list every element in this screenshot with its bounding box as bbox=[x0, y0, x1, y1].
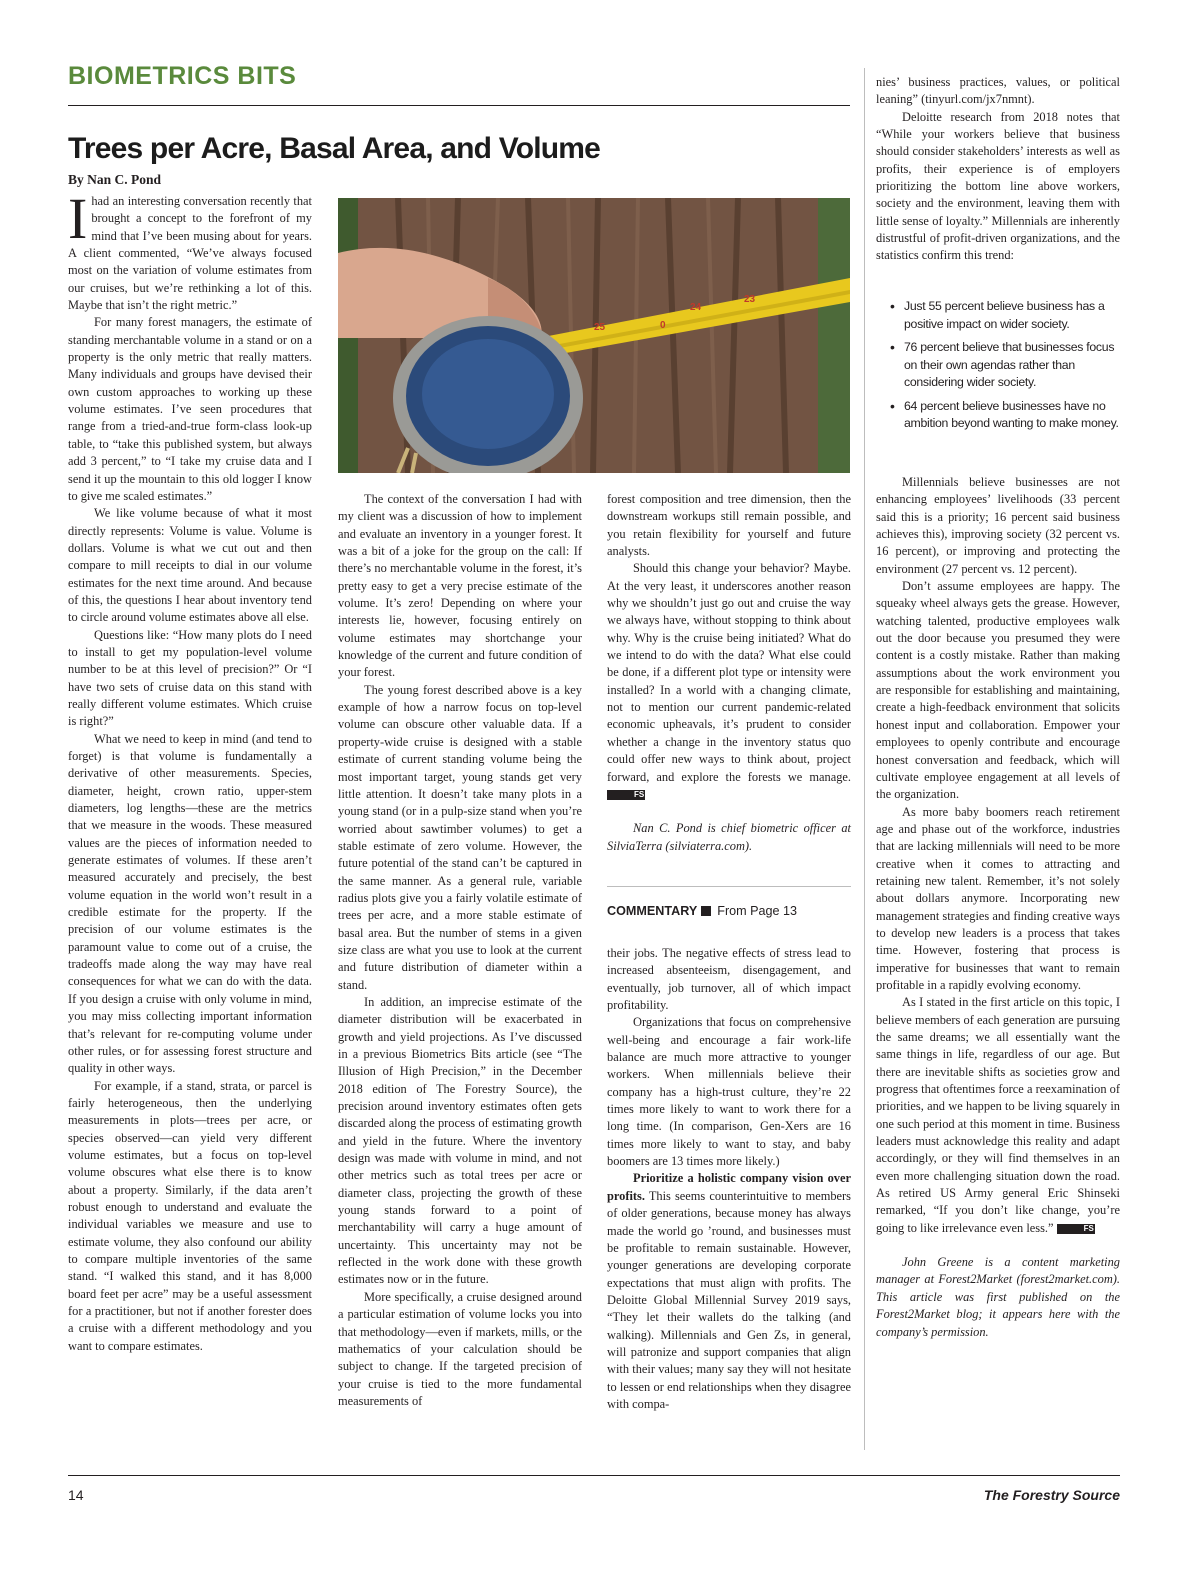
paragraph: Deloitte research from 2018 notes that “While your workers believe that business should consider stakeholders’ interests as well as profits, their experience is of employers prioritizing the bottom line above workers, society and the environment, leaving them with little sense of loyalty.” Millennials are inherently distrustful of profit-driven organizations, and the statistics confirm this trend: bbox=[876, 109, 1120, 263]
article-column-3 bbox=[607, 491, 851, 855]
commentary-column-4-bottom bbox=[876, 474, 1120, 1341]
commentary-column-3 bbox=[607, 945, 851, 1413]
list-item: • Just 55 percent believe business has a positive impact on wider society. bbox=[884, 298, 1120, 333]
paragraph: Millennials believe businesses are not enhancing employees’ livelihoods (33 percent said this is a priority; 16 percent said business achieves this), improving society (32 percent vs. 16 percent), or improving and protecting the environment (27 percent vs. 12 percent). bbox=[876, 475, 1120, 576]
list-item: • 64 percent believe businesses have no ambition beyond wanting to make money. bbox=[884, 398, 1120, 433]
paragraph: As I stated in the first article on this topic, I believe members of each generation are pursuing the same dreams; we all essentially want the same things in life, regardless of our age. But there are inevitable shifts as societies grow and progress that oftentimes force a reexamination of priorities, and we happen to be living squarely in one such period at this moment in time. Business leaders must acknowledge this reality and adapt accordingly, or they will find themselves in an even more challenging situation down the road. As retired US Army general Eric Shinseki remarked, “If you don’t like change, you’re going to like irrelevance even less.” FS bbox=[876, 995, 1120, 1235]
paragraph: forest composition and tree dimension, then the downstream workups still remain possible, and you retain flexibility for yourself and future analysts. bbox=[607, 492, 851, 559]
page-number: 14 bbox=[68, 1487, 84, 1503]
paragraph: In addition, an imprecise estimate of the diameter distribution will be exacerbated in growth and yield projections. As I’ve discussed in a previous Biometrics Bits article (see “The Illusion of High Precision,” in the December 2018 edition of The Forestry Source), the precision around inventory estimates often gets discarded along the process of estimating growth and yield in the future. Where the inventory design was made with volume in mind, and not other metrics such as total trees per acre or diameter class, projecting the growth of these young stands forward to a point of merchantability will carry a huge amount of uncertainty. This uncertainty may not be reflected in the work done with these growth estimates now or in the future. bbox=[338, 994, 582, 1287]
tape-number-3: 23 bbox=[744, 294, 756, 305]
byline: By Nan C. Pond bbox=[68, 172, 162, 187]
bold-lead: Prioritize a holistic company vision over profits. bbox=[607, 1171, 851, 1203]
tape-number-1: 25 bbox=[594, 322, 606, 333]
column-divider bbox=[864, 68, 865, 1450]
footer-rule bbox=[68, 1475, 1120, 1476]
paragraph: More specifically, a cruise designed around a particular estimation of volume locks you into that methodology—even if markets, mills, or the mathematics of your calculation should be subject to change. If the targeted precision of your cruise is tied to the more fundamental measurements of bbox=[338, 1289, 582, 1408]
article-column-1 bbox=[68, 186, 312, 1355]
paragraph: nies’ business practices, values, or political leaning” (tinyurl.com/jx7nmnt). bbox=[876, 75, 1120, 107]
commentary-column-4-top bbox=[876, 74, 1120, 265]
tree-photo bbox=[338, 198, 850, 473]
commentary-jump-head bbox=[607, 904, 797, 918]
paragraph: Prioritize a holistic company vision over profits. This seems counterintuitive to members of older generations, because money has always made the world go ’round, and businesses must be profitable to remain sustainable. However, younger generations are developing corporate expectations that must align with profits. The Deloitte Global Millennial Survey 2019 says, “They let their wallets do the talking (and walking). Millennials and Gen Zs, in general, will patronize and support companies that align with their values; many say they will not hesitate to lessen or end relationships when they disagree with compa- bbox=[607, 1171, 851, 1411]
author-bio: Nan C. Pond is chief biometric officer at SilviaTerra (silviaterra.com). bbox=[607, 821, 851, 853]
square-icon bbox=[701, 906, 711, 916]
section-heading: BIOMETRICS BITS bbox=[68, 62, 297, 90]
list-item: • 76 percent believe that businesses focus on their own agendas rather than considering wider society. bbox=[884, 339, 1120, 392]
paragraph: Organizations that focus on comprehensive well-being and encourage a fair work-life balance are much more attractive to younger workers. When millennials believe their company has a high-trust culture, they’re 22 times more likely to want to work there for a long time. (In comparison, Gen-Xers are 16 times more likely to want to stay, and baby boomers are 13 times more likely.) bbox=[607, 1015, 851, 1169]
end-mark-icon: FS bbox=[607, 790, 645, 800]
paragraph: We like volume because of what it most directly represents: Volume is value. Volume is dollars. Volume is what we cut out and then compare to mill receipts to dial in our volume estimates for the next time around. And because of this, the questions I hear about inventory tend to circle around volume estimates above all else. bbox=[68, 506, 312, 625]
paragraph: What we need to keep in mind (and tend to forget) is that volume is fundamentally a derivative of other measurements. Species, diameter, height, crown ratio, upper-stem diameters, log lengths—these are the metrics that we measure in the woods. These measured values are the pieces of information needed to generate estimates of volumes. If these aren’t measured accurately and precisely, the best volume equation in the world won’t result in a credible estimate for the property. If the precision of our volume estimates is the paramount value to come out of a cruise, the tradeoffs made along the way may have real consequences for what we can do with the data. If you design a cruise with only volume in mind, you may miss collecting important information that’s relevant for re-computing volume under other rules, or for assessing forest structure and quality in other ways. bbox=[68, 731, 312, 1076]
paragraph: For many forest managers, the estimate of standing merchantable volume in a stand or on a property is the only metric that really matters. Many individuals and groups have devised their own custom approaches to working up these volume estimates. I’ve seen procedures that range from a tried-and-true form-class look-up table, to “take this published system, but always add 3 percent,” to “I take my cruise data and I send it up the mountain to this old logger I know to give me scaled estimates.” bbox=[68, 315, 312, 503]
paragraph: For example, if a stand, strata, or parcel is fairly heterogeneous, then the underlying measurements in plots—trees per acre, or species observed—can yield very different volume estimates, but a focus on top-level volume obscures what else there is to know about a property. Similarly, if the data aren’t robust enough to understand and evaluate the individual variables we measure and use to estimate volume, they also confound our ability to compare multiple inventories of the same stand. “I walked this stand, and it has 8,000 board feet per acre” may be a useful assessment for a practitioner, but not if another forester does a cruise with a different methodology and you want to compare estimates. bbox=[68, 1078, 312, 1353]
paragraph: Don’t assume employees are happy. The squeaky wheel always gets the grease. However, watching talented, productive employees walk out the door because you presumed they were content is a costly mistake. Rather than making assumptions about the work environment you are responsible for establishing and maintaining, create a high-feedback environment that solicits honest input and collaboration. Empower your employees to openly contribute and encourage honest conversation and feedback, which will cultivate employee engagement at all levels of the organization. bbox=[876, 579, 1120, 802]
commentary-label: COMMENTARY bbox=[607, 904, 698, 918]
paragraph: Should this change your behavior? Maybe. At the very least, it underscores another reason why we shouldn’t just go out and cruise the way we always have, without stopping to think about why. Why is the cruise being initiated? What do we intend to do with the data? What else could be done, if a different plot type or intensity were installed? In a world with a changing climate, not to mention our current pandemic-related economic upheavals, it’s prudent to consider whether a change in the inventory status quo could offer new ways to think about, project forward, and explore the forests we manage. FS bbox=[607, 561, 851, 799]
paragraph: The young forest described above is a key example of how a narrow focus on top-level volume can obscure other valuable data. If a property-wide cruise is designed with a stable estimate of current standing volume being the most important target, young stands get very little attention. It doesn’t take many plots in a young stand (or in a pulp-size stand when you’re worried about sawtimber volumes) to get a stable estimate of zero volume. However, the future potential of the stand can’t be captured in the same manner. As a general rule, variable radius plots give you a fairly volatile estimate of trees per acre, and a more stable estimate of basal area. But the number of stems in a given size class are what you use to look at the current and future distribution of diameter within a stand. bbox=[338, 682, 582, 992]
article-title: Trees per Acre, Basal Area, and Volume bbox=[68, 132, 601, 165]
paragraph: As more baby boomers reach retirement age and phase out of the workforce, industries that are lacking millennials will need to be more creative when it comes to attracting and retaining new talent. Remember, it’s not solely about dollars anymore. Incorporating new management strategies and finding creative ways to develop new leaders is a process that takes time. However, fostering that process is imperative for businesses that want to remain profitable in a rapidly evolving economy. bbox=[876, 804, 1120, 992]
statistics-list bbox=[884, 298, 1120, 439]
paragraph: The context of the conversation I had with my client was a discussion of how to implement and evaluate an inventory in a younger forest. It was a bit of a joke for the group on the call: If there’s no merchantable volume in the forest, it’s pretty easy to get a very precise estimate of the volume. It’s zero! Depending on where your interests lie, however, focusing entirely on volume estimates may shortchange your knowledge of the current and future condition of your forest. bbox=[338, 492, 582, 680]
author-bio: John Greene is a content marketing manager at Forest2Market (forest2market.com). This article was first published on the Forest2Market blog; it appears here with the company’s permission. bbox=[876, 1255, 1120, 1339]
tape-number-2: 24 bbox=[690, 302, 702, 313]
from-page: From Page 13 bbox=[717, 904, 798, 918]
paragraph: their jobs. The negative effects of stress lead to increased absenteeism, disengagement, and eventually, job turnover, all of which impact profitability. bbox=[607, 946, 851, 1013]
tape-number-4: 0 bbox=[660, 320, 666, 331]
top-rule bbox=[68, 105, 850, 106]
publication-name: The Forestry Source bbox=[983, 1487, 1120, 1503]
paragraph: Ihad an interesting conversation recently that brought a concept to the forefront of my mind that I’ve been musing about for years. A client commented, “We’ve always focused most on the variation of volume estimates from our cruises, but we’re rethinking a lot of this. Maybe that isn’t the right metric.” bbox=[68, 186, 312, 313]
paragraph: Questions like: “How many plots do I need to install to get my population-level volume number to be at this level of precision?” Or “I have two sets of cruise data on this stand with really different volume estimates. Which cruise is right?” bbox=[68, 627, 312, 729]
article-column-2 bbox=[338, 491, 582, 1410]
end-mark-icon: FS bbox=[1057, 1224, 1095, 1234]
commentary-divider bbox=[607, 886, 851, 887]
dropcap: I bbox=[68, 186, 88, 251]
